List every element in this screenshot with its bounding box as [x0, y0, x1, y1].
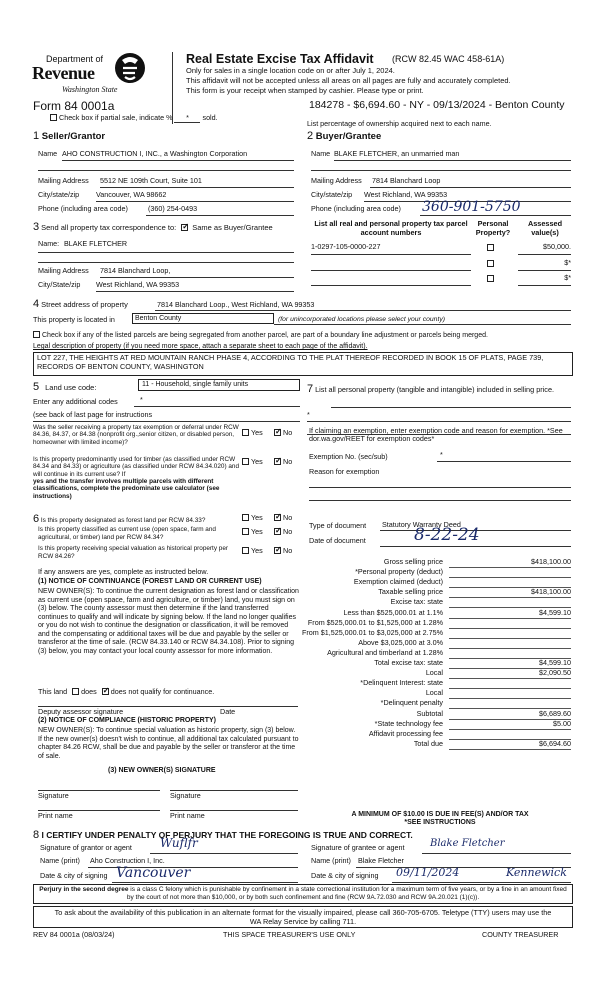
grantor-date-field[interactable]: Vancouver	[116, 865, 191, 881]
grantor-date-label: Date & city of signing	[40, 871, 108, 880]
parcel-number[interactable]: 1-0297-105-0000-227	[311, 242, 381, 251]
tax-row-label: Gross selling price	[383, 557, 443, 566]
doc-type-label: Type of document	[309, 521, 367, 530]
seller-mail-label: Mailing Address	[38, 176, 89, 185]
doc-type-field[interactable]: Statutory Warranty Deed	[382, 520, 461, 529]
tax-row-value[interactable]: $418,100.00	[531, 557, 571, 566]
forest-q1-no: ✓ No	[274, 514, 292, 522]
tax-row-value[interactable]: $6,694.60	[539, 738, 571, 748]
tax-row-label: Above $3,025,000 at 3.0%	[358, 637, 443, 647]
forest-q2-yes: Yes	[242, 528, 263, 536]
grantor-signature[interactable]: Wuflfr	[160, 836, 198, 850]
treasurer-use-label: THIS SPACE TREASURER'S USE ONLY	[223, 930, 356, 939]
tax-row-label: From $1,525,000.01 to $3,025,000 at 2.75%	[301, 627, 443, 637]
segregation-row: Check box if any of the listed parcels are being segregated from another parcel, are part of a boundary line adjustment or parcels being merged.	[33, 331, 488, 340]
see-instructions: *SEE INSTRUCTIONS	[404, 819, 476, 826]
landuse-row: 5 Land use code:	[33, 381, 97, 393]
tax-row	[309, 740, 571, 750]
forest-q3-no: ✓ No	[274, 547, 292, 555]
buyer-mail-label: Mailing Address	[311, 176, 362, 185]
minimum-note: A MINIMUM OF $10.00 IS DUE IN FEE(S) AND/OR TAX	[351, 811, 529, 818]
buyer-city-label: City/state/zip	[311, 190, 353, 199]
dor-logo	[33, 48, 153, 98]
forest-ifany: If any answers are yes, complete as instructed below.	[38, 567, 209, 576]
tax-row	[309, 699, 571, 709]
seller-city-field[interactable]: Vancouver, WA 98662	[96, 190, 167, 199]
tax-row-label: Less than $525,000.01 at 1.1%	[343, 607, 443, 617]
assessed-value[interactable]: $*	[564, 258, 571, 267]
forest-q2: Is this property classified as current use (open space, farm and agricultural, or timber) land per RCW 84.34?	[38, 526, 216, 541]
tax-row-label: Taxable selling price	[378, 587, 443, 597]
tax-row-label: Total due	[413, 738, 443, 748]
tax-row	[309, 710, 571, 720]
seller-mail-field[interactable]: 5512 NE 109th Court, Suite 101	[100, 176, 202, 185]
accessibility-box: To ask about the availability of this publication in an alternate format for the visually impaired, please call 360-705-6705. Teletype (TTY) users may use the WA Relay Service by calling 711.	[33, 906, 573, 928]
forest-q1-yes: Yes	[242, 514, 263, 522]
landuse-extra-field[interactable]: *	[140, 395, 143, 404]
county-select[interactable]: Benton County	[132, 313, 274, 324]
corr-city-label: City/State/zip	[38, 280, 81, 289]
land-qualify-row: This land does ✓ does not qualify for continuance.	[38, 688, 214, 696]
corr-name-field[interactable]: BLAKE FLETCHER	[64, 239, 128, 248]
tax-row-label: From $525,000.01 to $1,525,000 at 1.28%	[307, 617, 443, 627]
landuse-q1: Was the seller receiving a property tax exemption or deferral under RCW 84.36, 84.37, or 84.38 (nonprofit org.,senior citizen, or disabled person, homeowner with limited income)?	[33, 424, 239, 446]
tax-row-value[interactable]: $6,689.60	[539, 708, 571, 718]
grantor-name-field[interactable]: Aho Construction I, Inc.	[90, 856, 165, 865]
landuse-q1-no: ✓ No	[274, 429, 292, 437]
buyer-heading: 2 Buyer/Grantee	[307, 130, 382, 142]
owner-sig-2-label: Signature	[170, 791, 201, 800]
partial-sale-row: Check box if partial sale, indicate % * sold.	[50, 114, 218, 123]
dor-state-text: Washington State	[62, 85, 118, 94]
location-label: This property is located in	[33, 315, 115, 324]
legal-label: Legal description of property (if you need more space, attach a separate sheet to each page of the affidavit).	[33, 343, 368, 350]
recording-stamp: 184278 - $6,694.60 - NY - 09/13/2024 - Benton County	[309, 99, 565, 111]
corr-name-label: Name:	[38, 239, 60, 248]
tax-row-value[interactable]: $5.00	[553, 718, 571, 728]
grantor-sig-label: Signature of grantor or agent	[40, 843, 132, 852]
tax-row-label: Subtotal	[416, 708, 443, 718]
deputy-sig-label: Deputy assessor signature	[38, 707, 124, 716]
landuse-q2-yes: Yes	[242, 458, 263, 466]
tax-row-label: *Delinquent penalty	[380, 698, 443, 708]
corr-city-field[interactable]: West Richland, WA 99353	[96, 280, 180, 289]
street-row: 4 Street address of property	[33, 298, 128, 310]
certify-heading: 8 I CERTIFY UNDER PENALTY OF PERJURY THAT THE FOREGOING IS TRUE AND CORRECT.	[33, 829, 413, 841]
tax-row-label: *Personal property (deduct)	[355, 567, 443, 577]
owner-print-2-label: Print name	[170, 811, 205, 820]
form-title: Real Estate Excise Tax Affidavit	[186, 52, 374, 66]
street-field[interactable]: 7814 Blanchard Loop., West Richland, WA 99353	[157, 300, 315, 309]
tax-row-label: Agricultural and timberland at 1.28%	[327, 647, 443, 657]
grantee-sig-label: Signature of grantee or agent	[311, 843, 405, 852]
exemption-no-label: Exemption No. (sec/sub)	[309, 452, 388, 461]
tax-row-label: Excise tax: state	[390, 597, 443, 607]
forest-q3-yes: Yes	[242, 547, 263, 555]
tax-row-label: Total excise tax: state	[374, 658, 443, 667]
dor-dept-text: Department of	[46, 54, 104, 64]
form-rcw: (RCW 82.45 WAC 458-61A)	[392, 54, 505, 64]
personal-row: 7 List all personal property (tangible and intangible) included in selling price.	[307, 383, 555, 395]
tax-row	[309, 598, 571, 608]
notice-continuance-body: NEW OWNER(S): To continue the current designation as forest land or classification as current use (open space, farm and agriculture, or timber) land, you must sign on (3) below. The county assessor must then determine if the land transferred continues to qualify and will indicate by signing below. If the land no longer qualifies or you do not wish to continue the designation or classification, it will be removed and the compensating or additional taxes will be due and payable by the seller or transferor at the time of sale. (RCW 84.33.140 or RCW 84.34.108). Prior to signing (3) below, you may contact your local county assessor for more information.	[38, 588, 299, 655]
landuse-extra-label: Enter any additional codes	[33, 397, 118, 406]
wa-seal-icon	[113, 50, 147, 86]
landuse-q2: Is this property predominantly used for timber (as classified under RCW 84.34 and 84.33) or agriculture (as classified under RCW 84.34.020) and will continue in its current use? If	[33, 456, 240, 478]
owner-print-1-label: Print name	[38, 811, 73, 820]
buyer-phone-field[interactable]: 360-901-5750	[422, 199, 521, 215]
doc-date-field[interactable]: 8-22-24	[414, 525, 480, 545]
land-does-checkbox[interactable]	[72, 688, 79, 695]
buyer-mail-field[interactable]: 7814 Blanchard Loop	[372, 176, 441, 185]
form-note-3: This form is your receipt when stamped by cashier. Please type or print.	[186, 86, 424, 95]
revision-label: REV 84 0001a (08/03/24)	[33, 930, 115, 939]
tax-row-value[interactable]: $2,090.50	[539, 668, 571, 678]
seller-city-label: City/state/zip	[38, 190, 80, 199]
tax-row-label: *Delinquent Interest: state	[360, 678, 443, 688]
dor-revenue-text: Revenue	[32, 63, 95, 83]
buyer-phone-label: Phone (including area code)	[311, 204, 401, 213]
buyer-name-label: Name	[311, 149, 331, 158]
tax-row	[309, 609, 571, 619]
partial-pct-value[interactable]: *	[174, 114, 200, 123]
form-note-1: Only for sales in a single location code on or after July 1, 2024.	[186, 66, 395, 75]
grantee-city-field[interactable]: Kennewick	[506, 866, 567, 879]
grantee-name-field[interactable]: Blake Fletcher	[358, 856, 404, 865]
parcels-header: List all real and personal property tax parcel account numbers	[314, 219, 468, 237]
notice-compliance-body: NEW OWNER(S): To continue special valuation as historic property, sign (3) below. If the new owner(s) doesn't wish to continue, all additional tax calculated pursuant to chapter 84.26 RCW, shall be due and payable by the seller or transferor at the time of sale.	[38, 727, 299, 760]
tax-row-label: Affidavit processing fee	[368, 728, 443, 738]
grantee-date-label: Date & city of signing	[311, 871, 379, 880]
buyer-name-field[interactable]: BLAKE FLETCHER, an unmarried man	[334, 149, 460, 158]
personal-property-checkbox[interactable]	[487, 244, 494, 251]
landuse-see-text: (see back of last page for instructions	[33, 410, 153, 419]
grantor-name-label: Name (print)	[40, 856, 80, 865]
forest-q1: 6 Is this property designated as forest land per RCW 84.33?	[33, 513, 206, 525]
seller-name-label: Name	[38, 149, 58, 158]
new-owner-sig-heading: (3) NEW OWNER(S) SIGNATURE	[108, 767, 216, 774]
personal-property-checkbox[interactable]	[487, 275, 494, 282]
seller-phone-label: Phone (including area code)	[38, 204, 128, 213]
grantee-date-field[interactable]: 09/11/2024	[396, 866, 460, 879]
doc-date-label: Date of document	[309, 536, 366, 545]
grantee-name-label: Name (print)	[311, 856, 351, 865]
ownership-note: List percentage of ownership acquired next to each name.	[307, 119, 492, 128]
seller-heading: 1 Seller/Grantor	[33, 130, 106, 142]
exemption-note: If claiming an exemption, enter exemption code and reason for exemption. *See dor.wa.gov/REET for exemption codes*	[309, 426, 563, 444]
grantee-signature[interactable]: Blake Fletcher	[430, 838, 505, 849]
parcels-assessed-header: Assessed value(s)	[527, 219, 563, 237]
county-treasurer-label: COUNTY TREASURER	[482, 930, 559, 939]
assessed-value[interactable]: $50,000.	[543, 242, 571, 251]
exemption-reason-label: Reason for exemption	[309, 467, 380, 476]
exemption-no-field[interactable]: *	[440, 450, 443, 459]
tax-row-label: Local	[425, 668, 443, 678]
landuse-select[interactable]: 11 - Household, single family units	[138, 379, 300, 391]
same-as-buyer-checkbox[interactable]	[181, 224, 188, 231]
tax-row-label: *State technology fee	[374, 718, 443, 728]
seller-phone-field[interactable]: (360) 254-0493	[148, 204, 198, 213]
personal-field[interactable]: *	[307, 410, 310, 419]
notice-continuance-heading: (1) NOTICE OF CONTINUANCE (FOREST LAND OR CURRENT USE)	[38, 578, 262, 585]
notice-compliance-heading: (2) NOTICE OF COMPLIANCE (HISTORIC PROPERTY)	[38, 717, 216, 724]
partial-sale-checkbox[interactable]	[50, 114, 57, 121]
forest-q2-no: ✓ No	[274, 528, 292, 536]
assessed-value[interactable]: $*	[564, 273, 571, 282]
corr-mail-field[interactable]: 7814 Blanchard Loop,	[100, 266, 171, 275]
legal-description-field[interactable]: LOT 227, THE HEIGHTS AT RED MOUNTAIN RANCH PHASE 4, ACCORDING TO THE PLAT THEREOF RECORDED IN BOOK 15 OF PLATS, PAGE 739, RECORDS OF BENTON COUNTY, WASHINGTON	[33, 352, 573, 376]
location-note: (for unincorporated locations please select your county)	[278, 316, 445, 323]
segregation-checkbox[interactable]	[33, 331, 40, 338]
landuse-q1-yes: Yes	[242, 429, 263, 437]
buyer-city-field[interactable]: West Richland, WA 99353	[364, 190, 448, 199]
form-note-2: This affidavit will not be accepted unless all areas on all pages are fully and accurately completed.	[186, 76, 511, 85]
tax-row-value[interactable]: $418,100.00	[531, 587, 571, 597]
personal-property-checkbox[interactable]	[487, 260, 494, 267]
landuse-q2-note: yes and the transfer involves multiple parcels with different classifications, complete the predominate use calculator (see instructions)	[33, 478, 220, 500]
tax-row-label: Local	[425, 688, 443, 698]
tax-row-value[interactable]: $4,599.10	[539, 607, 571, 617]
perjury-box: Perjury in the second degree is a class C felony which is punishable by confinement in a state correctional institution for a maximum term of five years, or by a fine in an amount fixed by the court of not more than $10,000, or by both such confinement and fine (RCW 9A.72.030 and RCW 9A.20.021 (1)(c)).	[33, 884, 573, 904]
landuse-q2-no: ✓ No	[274, 458, 292, 466]
corr-mail-label: Mailing Address	[38, 266, 89, 275]
deputy-date-label: Date	[220, 707, 236, 716]
seller-name-field[interactable]: AHO CONSTRUCTION I, INC., a Washington Corporation	[62, 149, 248, 158]
tax-row-label: Exemption claimed (deduct)	[353, 577, 443, 587]
forest-q3: Is this property receiving special valuation as historical property per RCW 84.26?	[38, 545, 229, 560]
correspondence-row: 3 Send all property tax correspondence to: ✓ Same as Buyer/Grantee	[33, 221, 273, 234]
tax-row-value[interactable]: $4,599.10	[539, 658, 571, 667]
land-does-not-checkbox[interactable]	[102, 688, 109, 695]
form-number: Form 84 0001a	[33, 99, 115, 113]
parcels-personal-header: Personal Property?	[475, 219, 511, 237]
owner-sig-1-label: Signature	[38, 791, 69, 800]
